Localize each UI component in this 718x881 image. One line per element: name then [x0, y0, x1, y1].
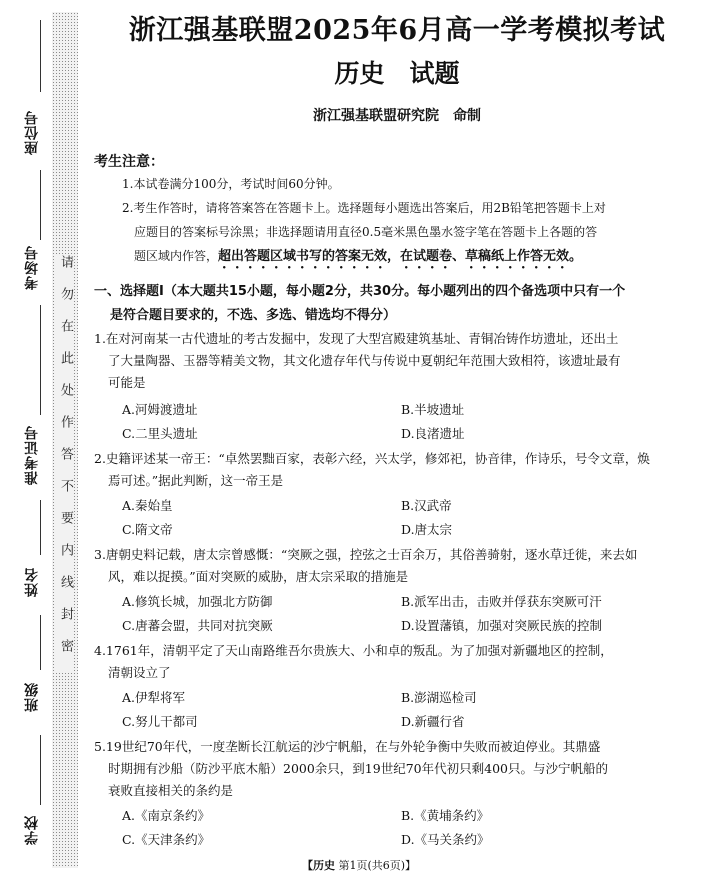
question-5: [94, 736, 694, 802]
no-answer-notice: 请勿在此处作答不要内线封密: [58, 255, 73, 671]
subject-title: 历史 试题: [334, 59, 460, 88]
option-b: B.半坡遗址: [401, 402, 465, 417]
school-label: 学校: [24, 815, 40, 845]
notice-body: [122, 172, 694, 272]
name-label: 姓名: [24, 567, 40, 597]
option-b: B.澎湖巡检司: [401, 690, 477, 705]
class-label: 班级: [24, 682, 40, 712]
binding-strip: [0, 0, 80, 881]
question-stem: 1.在对河南某一古代遗址的考古发掘中，发现了大型宫殿建筑基址、青铜冶铸作坊遗址，还出土: [94, 331, 619, 346]
question-2: [94, 448, 694, 492]
option-b: B.汉武帝: [401, 498, 452, 513]
option-d: D.良渚遗址: [401, 426, 465, 441]
option-a: A.《南京条约》: [122, 808, 211, 823]
notice-item-2-tail: 题区域内作答，: [134, 249, 219, 263]
page-footer: [0, 857, 718, 873]
section-line-2: 是符合题目要求的，不选、多选、错选均不得分）: [110, 308, 397, 323]
exam-title: 浙江强基联盟2025年6月高一学考模拟考试: [128, 15, 666, 46]
option-a: A.秦始皇: [122, 498, 173, 513]
question-3: [94, 544, 694, 588]
question-stem: 4.1761年，清朝平定了天山南路维吾尔贵族大、小和卓的叛乱。为了加强对新疆地区的控制，: [94, 643, 613, 658]
organizer: 浙江强基联盟研究院 命制: [313, 108, 481, 124]
section-line-1: 一、选择题Ⅰ（本大题共15小题，每小题2分，共30分。每小题列出的四个备选项中只有一个: [94, 284, 626, 299]
seat-number-label: 座位号: [24, 110, 40, 155]
question-stem: 清朝设立了: [108, 665, 171, 680]
footer-page: 第1页(共6页)】: [338, 859, 417, 872]
notice-emphasis: 超出答题区域书写的答案无效，在试题卷、草稿纸上作答无效。: [218, 249, 583, 264]
question-4: [94, 640, 694, 684]
notice-heading: 考生注意：: [94, 154, 164, 170]
option-c: C.《天津条约》: [122, 832, 211, 847]
question-stem: 了大量陶器、玉器等精美文物，其文化遗存年代与传说中夏朝纪年范围大致相符，该遗址最有: [108, 353, 621, 368]
option-a: A.修筑长城，加强北方防御: [122, 594, 273, 609]
footer-subject: 【历史: [301, 859, 335, 872]
option-a: A.河姆渡遗址: [122, 402, 198, 417]
binding-line: [40, 735, 41, 805]
option-a: A.伊犁将军: [122, 690, 186, 705]
question-1: [94, 328, 694, 394]
exam-room-label: 考场号: [24, 245, 40, 290]
notice-item-2-cont: [122, 244, 694, 272]
admission-number-label: 准考证号: [24, 425, 40, 485]
option-d: D.新疆行省: [401, 714, 465, 729]
notice-item-2: 2.考生作答时，请将答案答在答题卡上。选择题每小题选出答案后，用2B铅笔把答题卡上对: [122, 201, 606, 215]
binding-line: [40, 305, 41, 415]
question-stem: 风，难以捉摸。”面对突厥的威胁，唐太宗采取的措施是: [108, 569, 409, 584]
question-stem: 5.19世纪70年代，一度垄断长江航运的沙宁帆船，在与外轮争衡中失败而被迫停业。其鼎盛: [94, 739, 601, 754]
binding-line: [40, 615, 41, 670]
option-b: B.《黄埔条约》: [401, 808, 490, 823]
option-d: D.设置藩镇，加强对突厥民族的控制: [401, 618, 603, 633]
section-heading: [94, 280, 694, 328]
question-stem: 可能是: [108, 375, 146, 390]
option-c: C.隋文帝: [122, 522, 173, 537]
notice-item-1: 1.本试卷满分100分，考试时间60分钟。: [122, 177, 340, 191]
binding-line: [40, 20, 41, 92]
question-stem: 2.史籍评述某一帝王：“卓然罢黜百家，表彰六经，兴太学，修郊祀，协音律，作诗乐，号令文章，焕: [94, 451, 650, 466]
question-stem: 时期拥有沙船（防沙平底木船）2000余只，到19世纪70年代初只剩400只。与沙宁帆船的: [108, 761, 608, 776]
notice-item-2-cont: 应题目的答案标号涂黑；非选择题请用直径0.5毫米黑色墨水签字笔在答题卡上各题的答: [134, 225, 598, 239]
option-d: D.唐太宗: [401, 522, 453, 537]
question-stem: 衰败直接相关的条约是: [108, 783, 234, 798]
option-c: C.唐蕃会盟，共同对抗突厥: [122, 618, 273, 633]
binding-line: [40, 170, 41, 240]
question-stem: 3.唐朝史料记载，唐太宗曾感慨：“突厥之强，控弦之士百余万，其俗善骑射，逐水草迁徙，来去如: [94, 547, 638, 562]
binding-line: [40, 500, 41, 555]
question-stem: 焉可述。”据此判断，这一帝王是: [108, 473, 284, 488]
option-d: D.《马关条约》: [401, 832, 490, 847]
option-c: C.努儿干都司: [122, 714, 198, 729]
option-c: C.二里头遗址: [122, 426, 198, 441]
option-b: B.派军出击，击败并俘获东突厥可汗: [401, 594, 602, 609]
